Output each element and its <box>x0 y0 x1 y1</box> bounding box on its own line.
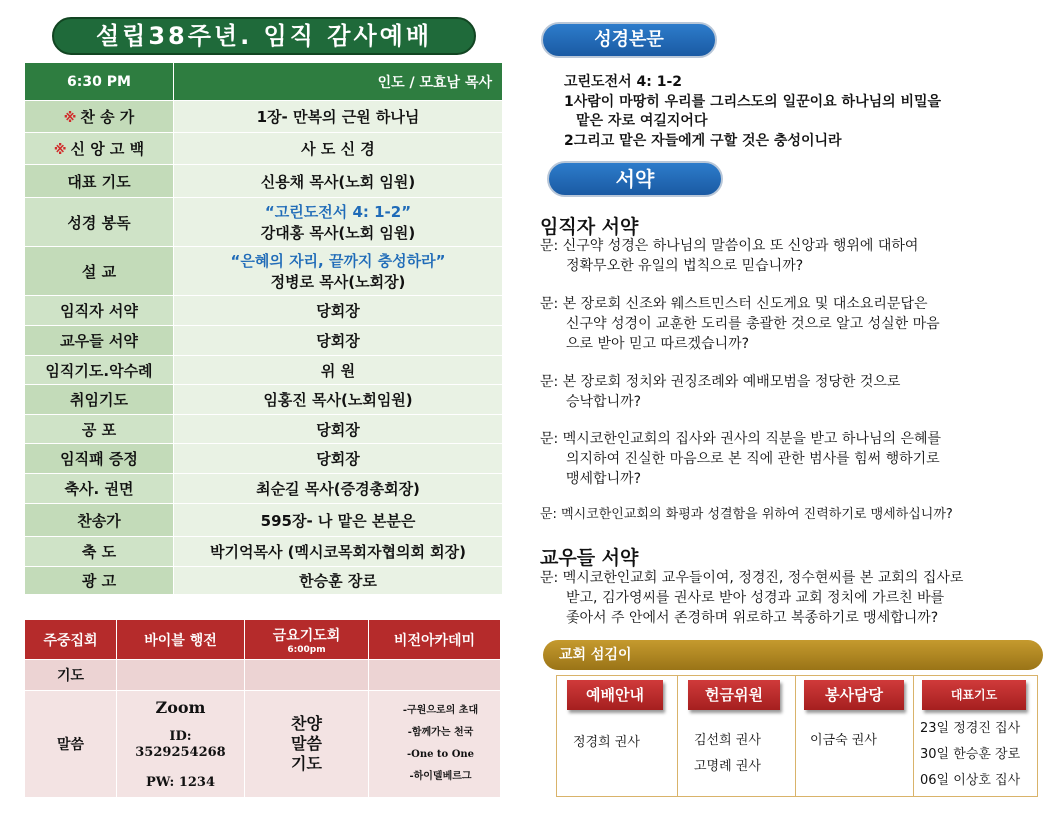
table-row <box>25 385 503 415</box>
header-weekday-meeting: 주중집회 <box>25 620 117 660</box>
row-label: ※ 찬 송 가 <box>25 101 174 133</box>
header-friday-prayer: 금요기도회 6:00pm <box>245 620 369 660</box>
table-row <box>25 444 503 474</box>
friday-time: 6:00pm <box>287 644 326 655</box>
scripture-verse-2: 2그리고 맡은 자들에게 구할 것은 충성이니라 <box>564 133 842 149</box>
row-label-prayer: 기도 <box>25 660 117 691</box>
weekly-meetings-table <box>24 619 501 798</box>
table-row <box>25 133 503 165</box>
table-row <box>25 474 503 504</box>
prayer-label: 대표기도 <box>922 680 1026 710</box>
table-row <box>25 165 503 198</box>
list-item: 06일 이상호 집사 <box>920 773 1021 788</box>
row-label: 축사. 권면 <box>25 474 174 504</box>
worship-guide-column <box>557 676 677 796</box>
worship-guide-label: 예배안내 <box>567 680 663 710</box>
row-label: 광 고 <box>25 567 174 595</box>
table-row <box>25 660 501 691</box>
vow-question-5: 문: 멕시코한인교회의 화평과 성결함을 위하여 진력하기로 맹세하십니까? <box>540 507 953 522</box>
order-of-service-table <box>24 62 503 595</box>
table-row <box>25 691 501 798</box>
vows-pill: 서약 <box>547 161 723 197</box>
row-label: 임직기도.악수례 <box>25 356 174 385</box>
header-vision-academy: 비전아카데미 <box>369 620 501 660</box>
row-label: 공 포 <box>25 415 174 444</box>
table-row <box>25 415 503 444</box>
row-value: 사 도 신 경 <box>174 133 503 165</box>
scripture-verse-1: 1사람이 마땅히 우리를 그리스도의 일꾼이요 하나님의 비밀을 <box>564 94 942 110</box>
service-header-row <box>25 63 503 101</box>
scripture-verse-1-cont: 맡은 자로 여길지어다 <box>576 113 708 129</box>
service-title: 설립38주년. 임직 감사예배 <box>52 17 476 55</box>
row-value: 당회장 <box>174 415 503 444</box>
row-value: 위 원 <box>174 356 503 385</box>
scripture-reference: “고린도전서 4: 1-2” <box>264 203 412 221</box>
scripture-pill: 성경본문 <box>541 22 717 58</box>
row-value: 한승훈 장로 <box>174 567 503 595</box>
list-item: -구원으로의 초대 <box>402 705 479 716</box>
offering-label: 헌금위원 <box>688 680 780 710</box>
service-time: 6:30 PM <box>25 63 174 101</box>
asterisk-icon: ※ <box>53 143 67 158</box>
table-row <box>25 537 503 567</box>
volunteer-label: 봉사담당 <box>804 680 904 710</box>
offering-column <box>677 676 795 796</box>
table-row <box>25 504 503 537</box>
list-item: 23일 정경진 집사 <box>920 721 1021 736</box>
list-item: 기도 <box>291 754 322 773</box>
sermon-title: “은혜의 자리, 끝까지 충성하라” <box>230 252 446 270</box>
vow-question-1: 문: 신구약 성경은 하나님의 말씀이요 또 신앙과 행위에 대하여 정확무오한 유일의 법칙으로 믿습니까? <box>540 238 919 274</box>
list-item: 이금숙 권사 <box>810 733 877 748</box>
list-item: 고명례 권사 <box>694 759 761 774</box>
serving-title: 교회 섬김이 <box>543 640 1043 670</box>
row-label: ※ 신 앙 고 백 <box>25 133 174 165</box>
table-row <box>25 247 503 296</box>
table-row <box>25 198 503 247</box>
row-value: 1장- 만복의 근원 하나님 <box>174 101 503 133</box>
vision-program <box>369 691 501 798</box>
row-value: 당회장 <box>174 296 503 326</box>
row-label: 대표 기도 <box>25 165 174 198</box>
row-value: 임홍진 목사(노회임원) <box>174 385 503 415</box>
scripture-reference-text: 고린도전서 4: 1-2 <box>564 74 683 90</box>
list-item: 찬양 <box>291 714 322 733</box>
zoom-password: PW: 1234 <box>146 775 215 790</box>
friday-program <box>245 691 369 798</box>
row-value: 당회장 <box>174 326 503 356</box>
service-leader: 인도 / 모효남 목사 <box>174 63 503 101</box>
vow-question-3: 문: 본 장로회 정치와 권징조례와 예배모범을 정당한 것으로 승낙합니까? <box>540 374 901 410</box>
row-label: 찬송가 <box>25 504 174 537</box>
row-value: “은혜의 자리, 끝까지 충성하라” 정병로 목사(노회장) <box>174 247 503 296</box>
serving-box <box>556 675 1038 797</box>
row-label: 성경 봉독 <box>25 198 174 247</box>
row-label: 설 교 <box>25 247 174 296</box>
row-value: 당회장 <box>174 444 503 474</box>
list-item: -One to One <box>406 749 475 760</box>
zoom-info <box>117 691 245 798</box>
row-label: 임직패 증정 <box>25 444 174 474</box>
row-label: 취임기도 <box>25 385 174 415</box>
list-item: 30일 한승훈 장로 <box>920 747 1021 762</box>
row-label: 교우들 서약 <box>25 326 174 356</box>
row-value: “고린도전서 4: 1-2” 강대홍 목사(노회 임원) <box>174 198 503 247</box>
list-item: -함께가는 천국 <box>407 727 474 738</box>
table-row <box>25 326 503 356</box>
row-value: 595장- 나 맡은 본분은 <box>174 504 503 537</box>
row-value: 최순길 목사(증경총회장) <box>174 474 503 504</box>
zoom-id: 3529254268 <box>135 745 226 760</box>
zoom-id-label: ID: <box>169 729 192 744</box>
header-bible-acts: 바이블 행전 <box>117 620 245 660</box>
officer-vows-heading: 임직자 서약 <box>540 216 639 238</box>
table-row <box>25 296 503 326</box>
row-value: 박기억목사 (멕시코목회자협의회 회장) <box>174 537 503 567</box>
vow-question-2: 문: 본 장로회 신조와 웨스트민스터 신도게요 및 대소요리문답은 신구약 성경이 교훈한 도리를 총괄한 것으로 알고 성실한 마음 으로 받아 믿고 따르겠습니까? <box>540 296 940 352</box>
row-label: 임직자 서약 <box>25 296 174 326</box>
weekly-header-row <box>25 620 501 660</box>
congregation-vows-heading: 교우들 서약 <box>540 547 639 569</box>
asterisk-icon: ※ <box>63 111 77 126</box>
congregation-question: 문: 멕시코한인교회 교우들이여, 정경진, 정수현씨를 본 교회의 집사로 받고, 김가영씨를 권사로 받아 성경과 교회 정치에 가르친 바를 좇아서 주 안에서 존경하며 위로하고 복종하기로 맹세합니까? <box>540 570 964 626</box>
table-row <box>25 101 503 133</box>
list-item: 말씀 <box>291 734 322 753</box>
list-item: 정경희 권사 <box>573 735 640 750</box>
list-item: -하이델베르그 <box>409 771 472 782</box>
row-label: 축 도 <box>25 537 174 567</box>
prayer-column <box>913 676 1037 796</box>
vow-question-4: 문: 멕시코한인교회의 집사와 권사의 직분을 받고 하나님의 은혜를 의지하여 진실한 마음으로 본 직에 관한 범사를 힘써 행하기로 맹세합니까? <box>540 431 942 487</box>
table-row <box>25 356 503 385</box>
row-value: 신용채 목사(노회 임원) <box>174 165 503 198</box>
volunteer-column <box>795 676 913 796</box>
table-row <box>25 567 503 595</box>
zoom-title: Zoom <box>155 698 206 717</box>
row-label-word: 말씀 <box>25 691 117 798</box>
list-item: 김선희 권사 <box>694 733 761 748</box>
